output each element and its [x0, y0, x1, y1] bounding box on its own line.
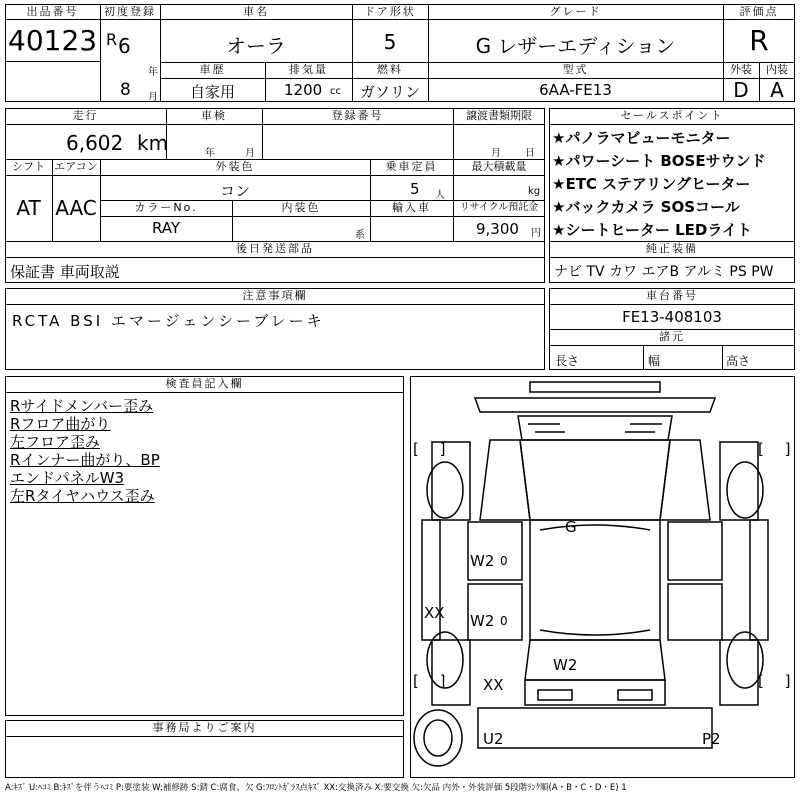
inspection-label: 車検: [201, 109, 227, 122]
month-unit: 月: [148, 92, 158, 103]
damage-mark: U2: [483, 730, 504, 748]
inspection-month-unit: 月: [245, 148, 255, 159]
door-label: ドア形状: [364, 5, 416, 18]
first-reg-label: 初度登録: [104, 5, 156, 18]
exterior-score: D: [733, 78, 749, 102]
damage-mark: W2: [553, 656, 578, 674]
color-number: RAY: [151, 219, 181, 237]
score-label: 評価点: [739, 5, 779, 18]
damage-mark: 0: [500, 614, 508, 628]
import-label: 輸入車: [392, 201, 431, 214]
recycle-fee: 9,300: [476, 220, 519, 238]
capacity-label: 乗車定員: [385, 160, 438, 173]
length-label: 長さ: [555, 354, 580, 368]
shift-label: シフト: [12, 160, 45, 173]
selling-point: ★シートヒーター LEDライト: [552, 221, 752, 239]
transfer-day-unit: 日: [525, 148, 535, 159]
equipment-label: 純正装備: [646, 242, 698, 255]
notes-label: 注意事項欄: [242, 289, 308, 302]
mileage: 6,602: [66, 131, 124, 155]
model-code: 6AA-FE13: [539, 81, 612, 99]
displacement: 1200: [284, 81, 323, 99]
chassis-number: FE13-408103: [622, 308, 722, 326]
damage-mark: W2: [470, 612, 495, 630]
bracket-mark: [ ]: [413, 672, 454, 690]
height-label: 高さ: [726, 354, 751, 368]
selling-point: ★バックカメラ SOSコール: [552, 198, 740, 216]
int-color-label: 内装色: [281, 201, 321, 214]
transfer-label: 譲渡書類期限: [466, 109, 532, 122]
max-load-label: 最大積載量: [471, 160, 527, 173]
vehicle-history: 自家用: [189, 83, 235, 101]
bracket-mark: [ ]: [758, 672, 799, 690]
inspector-line: Rフロア曲がり: [10, 415, 111, 433]
later-parts: 保証書 車両取説: [10, 263, 120, 281]
dims-label: 諸元: [659, 330, 685, 343]
exterior-color: コン: [219, 182, 250, 200]
reg-no-label: 登録番号: [331, 109, 384, 122]
bracket-mark: [ ]: [758, 440, 799, 458]
damage-mark: 0: [500, 554, 508, 568]
inspection-year-unit: 年: [205, 148, 215, 159]
bracket-mark: [ ]: [413, 440, 454, 458]
inspector-line: Rインナー曲がり、BP: [10, 451, 160, 469]
office-label: 事務局よりご案内: [152, 721, 257, 734]
year-unit: 年: [148, 67, 158, 78]
selling-point: ★パノラマビューモニター: [552, 129, 731, 147]
damage-mark: XX: [424, 604, 445, 622]
person-unit: 人: [435, 190, 445, 201]
car-name: オーラ: [226, 34, 286, 58]
reg-month: 8: [120, 80, 131, 100]
era-letter: R: [106, 30, 118, 49]
exterior-label: 外装: [730, 63, 752, 76]
model-label: 型式: [562, 63, 589, 76]
damage-mark: XX: [483, 676, 504, 694]
reg-year: 6: [118, 34, 131, 58]
history-label: 車歴: [199, 63, 226, 76]
fuel: ガソリン: [359, 83, 420, 101]
selling-point: ★パワーシート BOSEサウンド: [552, 152, 766, 170]
damage-mark: G: [565, 518, 577, 536]
interior-color-suffix: 系: [355, 230, 365, 241]
ac-label: エアコン: [54, 160, 98, 173]
displacement-label: 排気量: [289, 63, 328, 76]
lot-number: 40123: [8, 24, 98, 57]
later-parts-label: 後日発送部品: [236, 242, 314, 255]
kg-unit: kg: [528, 186, 541, 197]
score: R: [749, 24, 769, 57]
damage-mark: P2: [702, 730, 721, 748]
interior-score: A: [770, 78, 784, 102]
shift: AT: [16, 196, 41, 220]
cc-unit: cc: [330, 86, 341, 97]
door-type: 5: [383, 30, 397, 54]
lot-no-label: 出品番号: [26, 5, 79, 18]
km-unit: km: [137, 131, 169, 155]
selling-point: ★ETC ステアリングヒーター: [552, 175, 751, 193]
car-name-label: 車名: [243, 5, 269, 18]
chassis-label: 車台番号: [646, 289, 698, 302]
air-conditioner: AAC: [55, 196, 97, 220]
yen-unit: 円: [531, 228, 541, 239]
transfer-month-unit: 月: [491, 148, 501, 159]
notes-text: RCTA BSI エマージェンシーブレーキ: [12, 312, 325, 330]
recycle-label: リサイクル預託金: [459, 202, 539, 213]
legend: A:ｷｽﾞ U:ﾍｺﾐ B:ｷｽﾞを伴うﾍｺﾐ P:要塗装 W:補修跡 S:錆 C:腐食、欠 G:ﾌﾛﾝﾄｶﾞﾗｽ点ｷｽﾞ XX:交換済み X:要交換 欠:欠品 内外・外装評価 5段階ﾗﾝｸ順(A・B・C・D・E) 1: [5, 783, 627, 793]
equipment: ナビ TV カワ エアB アルミ PS PW: [554, 264, 774, 280]
interior-label: 内装: [766, 63, 788, 76]
inspector-line: 左フロア歪み: [10, 433, 101, 451]
fuel-label: 燃料: [377, 63, 403, 76]
inspector-line: 左Rタイヤハウス歪み: [10, 487, 155, 505]
mileage-label: 走行: [72, 109, 99, 122]
capacity: 5: [410, 180, 420, 198]
selling-points-label: セールスポイント: [620, 109, 724, 122]
grade: G レザーエディション: [475, 34, 676, 58]
grade-label: グレード: [549, 5, 602, 18]
inspector-label: 検査員記入欄: [165, 377, 244, 390]
inspector-line: Rサイドメンバー歪み: [10, 397, 154, 415]
inspector-line: エンドパネルW3: [10, 469, 125, 487]
damage-mark: W2: [470, 552, 495, 570]
color-no-label: カラーNo.: [134, 201, 198, 214]
ext-color-label: 外装色: [215, 160, 255, 173]
width-label: 幅: [648, 354, 661, 368]
